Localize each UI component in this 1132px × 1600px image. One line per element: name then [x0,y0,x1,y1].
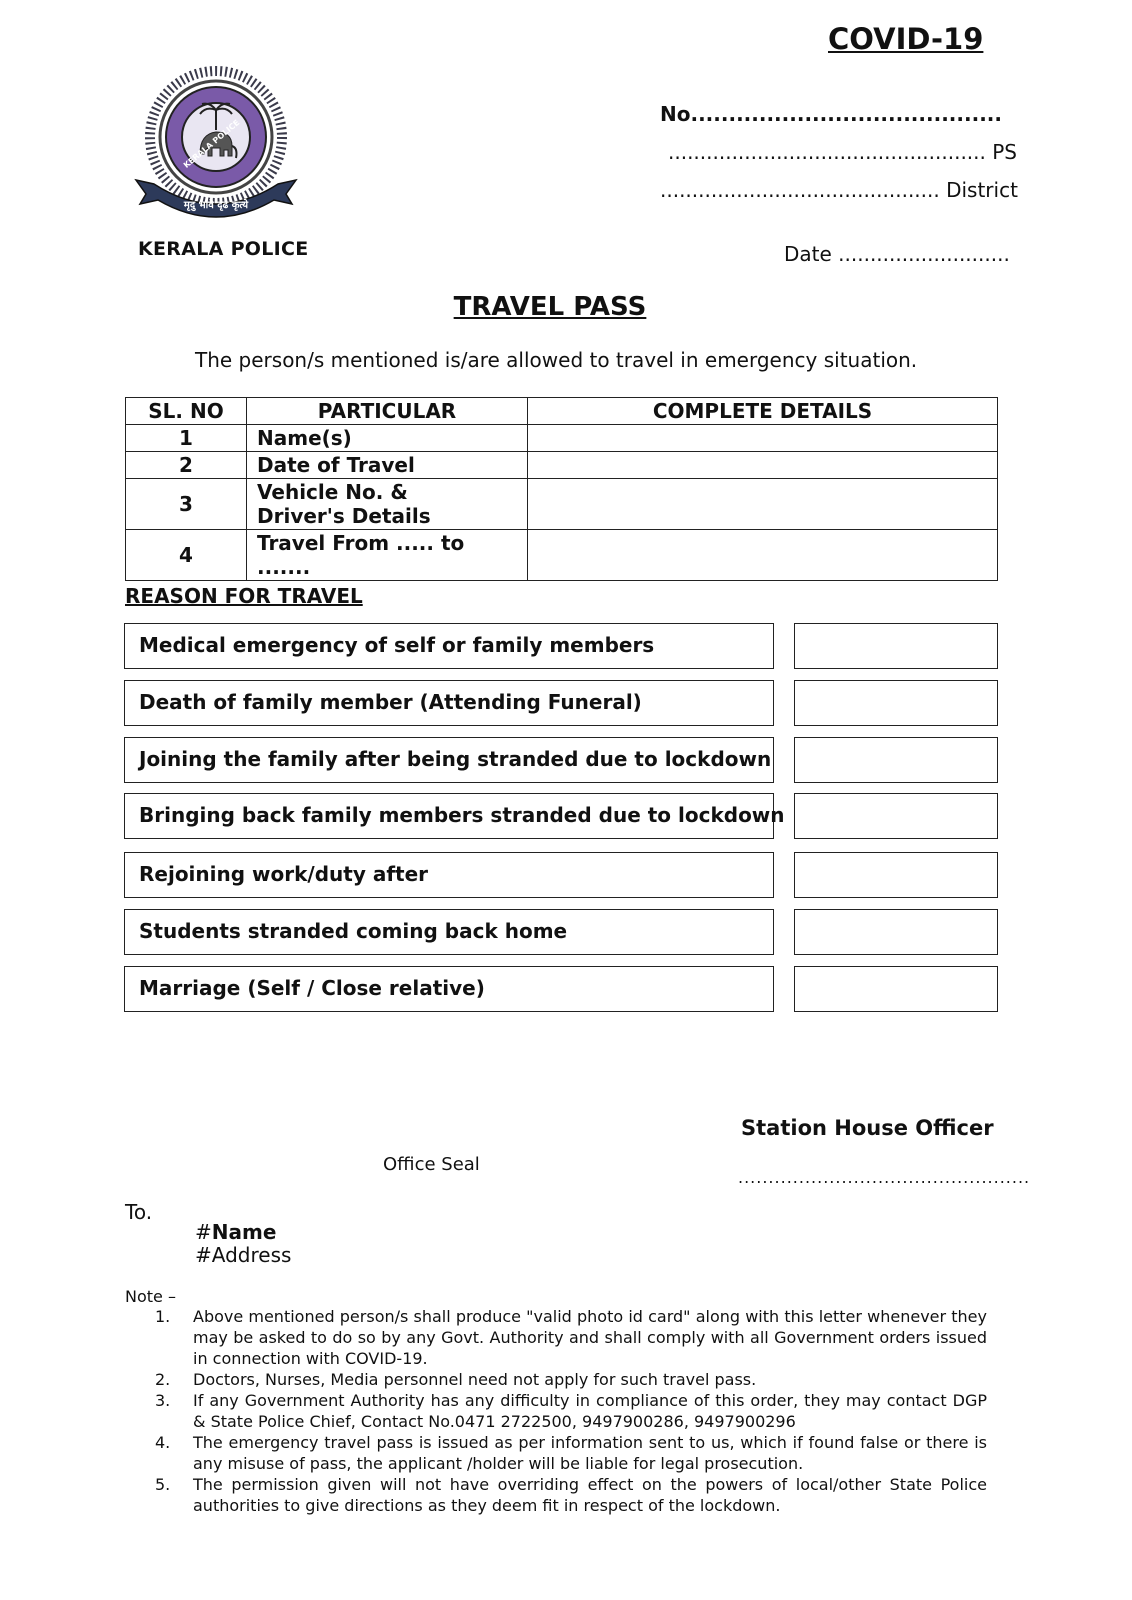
reason-item: Joining the family after being stranded due to lockdown [124,737,774,783]
name-hash: # [195,1220,212,1244]
travel-date-details-field[interactable] [528,452,998,479]
note-item [155,1474,987,1516]
notes-list [155,1306,987,1516]
note-text: The permission given will not have overriding effect on the powers of local/other State Police authorities to give directions as they deem fit in respect of the lockdown. [193,1475,987,1515]
note-number: 3. [155,1391,171,1410]
row-sl-no: 3 [126,479,247,530]
row-particular [247,479,528,530]
names-details-field[interactable] [528,425,998,452]
table-header-row [126,398,998,425]
org-name: KERALA POLICE [138,238,309,260]
note-text: The emergency travel pass is issued as per information sent to us, which if found false or there is any misuse of pass, the applicant /holder will be liable for legal prosecution. [193,1433,987,1473]
reason-checkbox-marriage[interactable] [794,966,998,1012]
route-details-field[interactable] [528,530,998,581]
date-field[interactable]: Date ........................... [784,242,1010,266]
intro-text: The person/s mentioned is/are allowed to travel in emergency situation. [195,348,918,372]
reason-item: Death of family member (Attending Funeral) [124,680,774,726]
recipient-name [195,1220,276,1244]
note-text: Above mentioned person/s shall produce "valid photo id card" along with this letter whenever they may be asked to do so by any Govt. Authority and shall comply with all Government orders issued in connection with COVID-19. [193,1307,987,1368]
reason-item: Medical emergency of self or family members [124,623,774,669]
row-sl-no: 4 [126,530,247,581]
header-complete-details: COMPLETE DETAILS [528,398,998,425]
table-row [126,452,998,479]
table-row [126,425,998,452]
note-text: Doctors, Nurses, Media personnel need not apply for such travel pass. [193,1370,757,1389]
reason-section-title: REASON FOR TRAVEL [125,584,363,608]
note-number: 2. [155,1370,171,1389]
to-label: To. [125,1200,153,1224]
page-title: TRAVEL PASS [453,292,647,322]
vehicle-details-field[interactable] [528,479,998,530]
row-particular-line: Vehicle No. & [257,480,408,504]
name-placeholder: Name [211,1220,277,1244]
district-field[interactable]: ............................................ District [660,178,1018,202]
reason-checkbox-bringing-back[interactable] [794,793,998,839]
kerala-police-emblem [134,62,298,232]
reason-checkbox-rejoining-work[interactable] [794,852,998,898]
reason-item: Marriage (Self / Close relative) [124,966,774,1012]
note-number: 4. [155,1433,171,1452]
note-item [155,1369,987,1390]
note-number: 1. [155,1307,171,1326]
reason-checkbox-medical[interactable] [794,623,998,669]
reason-checkbox-joining-family[interactable] [794,737,998,783]
police-station-field[interactable]: .................................................. PS [668,140,1017,164]
header-particular: PARTICULAR [247,398,528,425]
row-sl-no: 2 [126,452,247,479]
row-particular: Name(s) [247,425,528,452]
signature-line[interactable]: ................................................ [738,1168,1031,1187]
reason-item: Rejoining work/duty after [124,852,774,898]
note-text: If any Government Authority has any difficulty in compliance of this order, they may contact DGP & State Police Chief, Contact No.0471 2722500, 9497900286, 9497900296 [193,1391,987,1431]
note-item [155,1390,987,1432]
note-item [155,1306,987,1369]
note-number: 5. [155,1475,171,1494]
note-title: Note – [125,1287,176,1306]
officer-title: Station House Officer [741,1116,994,1140]
table-row [126,530,998,581]
office-seal-label: Office Seal [383,1154,480,1175]
table-row [126,479,998,530]
covid-label: COVID-19 [828,22,984,56]
note-item [155,1432,987,1474]
reason-item: Bringing back family members stranded due to lockdown [124,793,774,839]
reason-checkbox-students[interactable] [794,909,998,955]
emblem-text: KERALA POLICE [181,117,242,170]
emblem-motto: मृदु भावे दृढ कृत्ये [183,200,249,211]
recipient-address: #Address [195,1243,292,1267]
header-sl-no: SL. NO [126,398,247,425]
particulars-table [125,397,998,581]
row-particular-line: Driver's Details [257,504,431,528]
pass-number-field[interactable]: No......................................... [660,102,1002,126]
reason-checkbox-death[interactable] [794,680,998,726]
reason-item: Students stranded coming back home [124,909,774,955]
row-sl-no: 1 [126,425,247,452]
row-particular: Date of Travel [247,452,528,479]
row-particular: Travel From ..... to ....... [247,530,528,581]
